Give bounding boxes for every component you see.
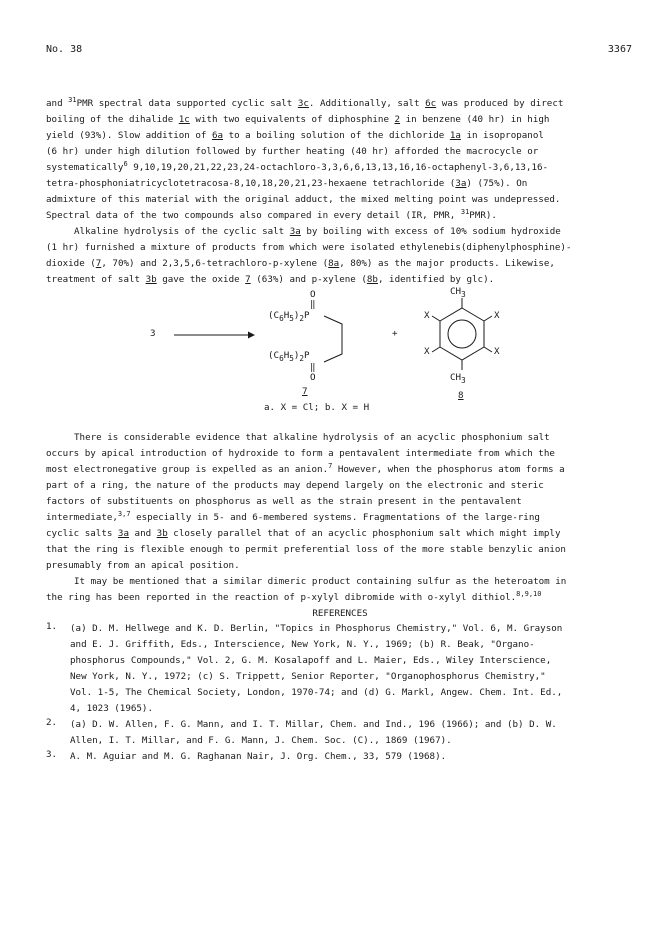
reference-number: 1. xyxy=(46,621,58,632)
text-run: most electronegative group is expelled as an anion. xyxy=(46,464,329,475)
diphenylphosphoryl-top: $(C_6H_5)_2P$ xyxy=(268,310,310,323)
text-run: the ring has been reported in the reaction of p-xylyl dibromide with o-xylyl dithiol. xyxy=(46,592,517,603)
compound-ref: 3a xyxy=(117,528,129,539)
compound-ref: 3b xyxy=(145,274,157,285)
compound-ref: 8b xyxy=(366,274,378,285)
text-run: dioxide ( xyxy=(46,258,96,269)
citation-superscript: 8,9,10 xyxy=(516,590,542,598)
reference-line: 4, 1023 (1965). xyxy=(70,703,153,714)
page-body xyxy=(46,96,634,765)
text-run: with two equivalents of diphosphine xyxy=(189,114,395,125)
text-run: boiling of the dihalide xyxy=(46,114,179,125)
compound-ref: 6a xyxy=(211,130,224,141)
reaction-arrow-icon xyxy=(174,330,256,340)
reference-item xyxy=(46,621,634,717)
text-run: However, when the phosphorus atom forms a xyxy=(332,464,565,475)
text-run: (63%) and p-xylene ( xyxy=(250,274,367,285)
citation-superscript: 3,7 xyxy=(117,510,131,518)
text-run: closely parallel that of an acyclic phosphonium salt which might imply xyxy=(167,528,561,539)
text-run: tetra-phosphoniatricyclotetracosa-8,10,18,20,21,23-hexaene tetrachloride ( xyxy=(46,178,456,189)
substituent-x-lower-right: X xyxy=(494,346,500,357)
compound-ref: 3c xyxy=(297,98,309,109)
superscript: 31 xyxy=(460,208,470,216)
text-run: Spectral data of the two compounds also compared in every detail (IR, PMR, xyxy=(46,210,461,221)
reaction-scheme xyxy=(46,286,634,416)
text-run: factors of substituents on phosphorus as well as the strain present in the pentavalent xyxy=(46,496,522,507)
text-run: and xyxy=(129,528,157,539)
references-heading: REFERENCES xyxy=(312,608,368,619)
text-run: treatment of salt xyxy=(46,274,146,285)
text-run: . Additionally, salt xyxy=(308,98,426,109)
text-run: 9,10,19,20,21,22,23,24-octachloro-3,3,6,6,13,13,16,16-octaphenyl-3,6,13,16- xyxy=(127,162,549,173)
reference-item xyxy=(46,749,634,765)
reference-line: (a) D. M. Hellwege and K. D. Berlin, "Topics in Phosphorus Chemistry," Vol. 6, M. Grayson xyxy=(70,623,563,634)
text-run: PMR). xyxy=(469,210,497,221)
substituent-x-lower-left: X xyxy=(424,346,430,357)
text-run: gave the oxide xyxy=(156,274,246,285)
compound-ref: 1a xyxy=(449,130,461,141)
double-bond-bottom: ‖ xyxy=(310,362,316,373)
oxygen-atom-bottom: O xyxy=(310,372,316,383)
compound-ref: 8a xyxy=(328,258,340,269)
text-run: , 70%) and 2,3,5,6-tetrachloro-p-xylene ( xyxy=(101,258,329,269)
text-run: yield (93%). Slow addition of xyxy=(46,130,212,141)
text-run: , 80%) as the major products. Likewise, xyxy=(339,258,555,269)
reference-list xyxy=(46,621,634,765)
text-run: ) (75%). On xyxy=(466,178,528,189)
benzene-ring-icon xyxy=(422,298,502,374)
reference-line: Allen, I. T. Millar, and F. G. Mann, J. Chem. Soc. (C)., 1869 (1967). xyxy=(70,735,452,746)
compound-ref: 7 xyxy=(95,258,102,269)
substituent-x-upper-right: X xyxy=(494,310,500,321)
reference-line: Vol. 1-5, The Chemical Society, London, 1970-74; and (d) G. Markl, Angew. Chem. Int. Ed., xyxy=(70,687,563,698)
substituent-x-upper-left: X xyxy=(424,310,430,321)
text-run: It may be mentioned that a similar dimeric product containing sulfur as the heteroatom in xyxy=(74,576,567,587)
scheme-caption: a. X = Cl; b. X = H xyxy=(264,402,370,413)
reference-line: (a) D. W. Allen, F. G. Mann, and I. T. Millar, Chem. and Ind., 196 (1966); and (b) D. W. xyxy=(70,719,557,730)
methyl-bottom: $CH_3$ xyxy=(450,372,466,385)
diphenylphosphoryl-bottom: $(C_6H_5)_2P$ xyxy=(268,350,310,363)
text-run: part of a ring, the nature of the products may depend largely on the electronic and steric xyxy=(46,480,544,491)
text-run: and xyxy=(46,98,69,109)
text-run: especially in 5- and 6-membered systems. Fragmentations of the large-ring xyxy=(130,512,540,523)
text-run: admixture of this material with the original adduct, the mixed melting point was undepressed. xyxy=(46,194,561,205)
reference-line: phosphorus Compounds," Vol. 2, G. M. Kosalapoff and L. Maier, Eds., Wiley Interscience, xyxy=(70,655,552,666)
text-run: cyclic salts xyxy=(46,528,118,539)
text-run: in isopropanol xyxy=(460,130,544,141)
reference-line: New York, N. Y., 1972; (c) S. Trippett, Senior Reporter, "Organophosphorus Chemistry," xyxy=(70,671,546,682)
compound-ref: 7 xyxy=(245,274,251,285)
compound-ref: 3a xyxy=(455,178,467,189)
paragraph-1 xyxy=(46,96,634,224)
text-run: in benzene (40 hr) in high xyxy=(400,114,550,125)
text-run: (1 hr) furnished a mixture of products from which were isolated ethylenebis(diphenylphosphine)- xyxy=(46,242,572,253)
text-run: , identified by glc). xyxy=(377,274,495,285)
compound-ref: 1c xyxy=(178,114,190,125)
text-run: presumably from an apical position. xyxy=(46,560,240,571)
reference-number: 2. xyxy=(46,717,58,728)
journal-issue-number: No. 38 xyxy=(46,44,83,55)
citation-superscript: 6 xyxy=(123,160,128,168)
methyl-top: $CH_3$ xyxy=(450,286,466,299)
reference-item xyxy=(46,717,634,749)
compound-ref: 6c xyxy=(425,98,437,109)
compound-ref: 2 xyxy=(394,114,401,125)
citation-superscript: 7 xyxy=(328,462,333,470)
text-run: Alkaline hydrolysis of the cyclic salt xyxy=(74,226,290,237)
compound-ref: 3a xyxy=(289,226,301,237)
text-run: to a boiling solution of the dichloride xyxy=(223,130,450,141)
reference-line: and E. J. Griffith, Eds., Interscience, New York, N. Y., 1969; (b) R. Beak, "Organo- xyxy=(70,639,535,650)
text-run: There is considerable evidence that alkaline hydrolysis of an acyclic phosphonium salt xyxy=(74,432,550,443)
superscript: 31 xyxy=(68,96,77,104)
ethylene-bridge xyxy=(322,310,362,370)
plus-sign: + xyxy=(392,328,398,339)
compound-ref: 3b xyxy=(156,528,168,539)
reference-line: A. M. Aguiar and M. G. Raghanan Nair, J. Org. Chem., 33, 579 (1968). xyxy=(70,751,447,762)
text-run: that the ring is flexible enough to permit preferential loss of the more stable benzylic anion xyxy=(46,544,566,555)
text-run: occurs by apical introduction of hydroxide to form a pentavalent intermediate from which the xyxy=(46,448,555,459)
paragraph-2 xyxy=(46,224,634,288)
text-run: systematically xyxy=(46,162,124,173)
oxygen-atom-top: O xyxy=(310,289,316,300)
reactant-label: 3 xyxy=(150,328,156,339)
text-run: PMR spectral data supported cyclic salt xyxy=(76,98,298,109)
text-run: intermediate, xyxy=(46,512,118,523)
double-bond-top: ‖ xyxy=(310,299,316,310)
reference-number: 3. xyxy=(46,749,58,760)
paragraph-4 xyxy=(46,574,634,606)
text-run: by boiling with excess of 10% sodium hydroxide xyxy=(300,226,561,237)
text-run: (6 hr) under high dilution followed by further heating (40 hr) afforded the macrocycle or xyxy=(46,146,539,157)
text-run: was produced by direct xyxy=(436,98,564,109)
compound-label-7: 7 xyxy=(302,386,308,397)
compound-label-8: 8 xyxy=(458,390,464,401)
paragraph-3 xyxy=(46,430,634,574)
page-number: 3367 xyxy=(607,44,632,55)
